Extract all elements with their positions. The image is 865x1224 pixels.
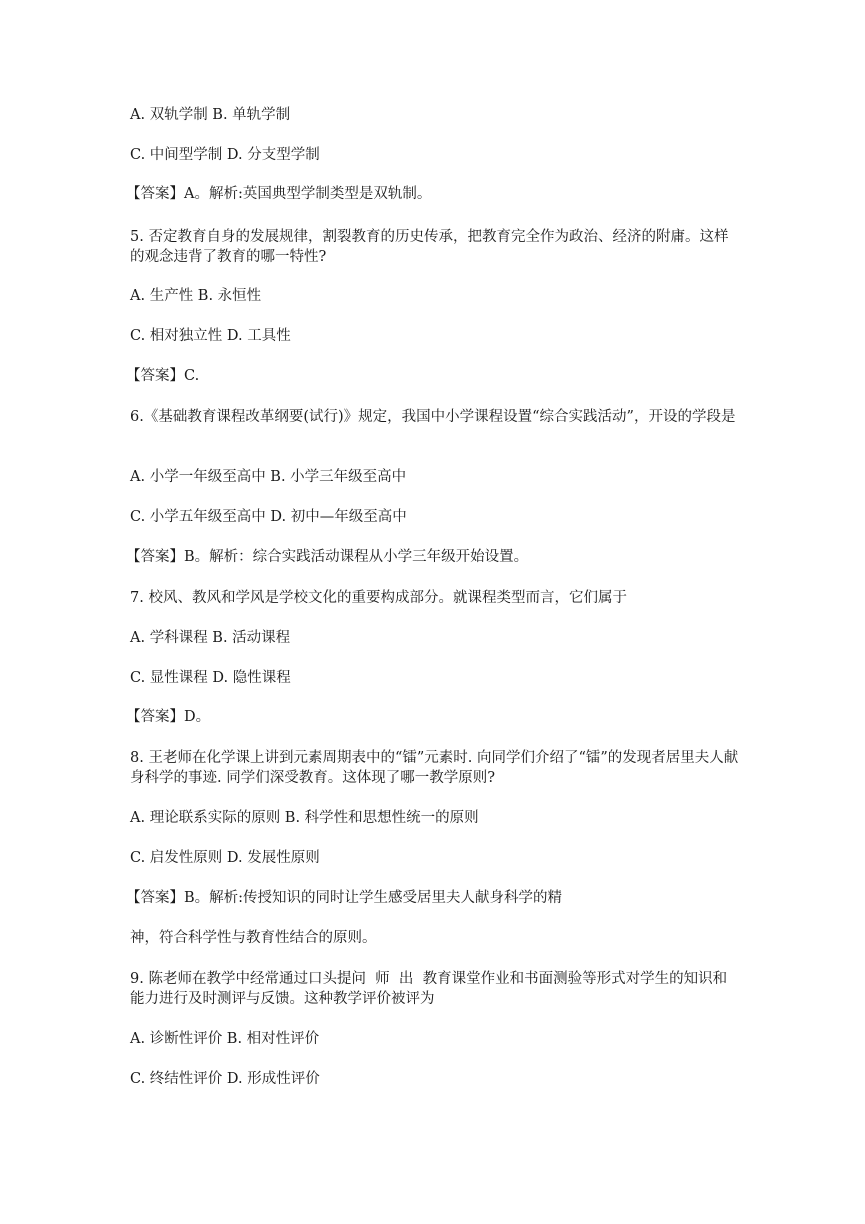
q8-answer-line2: 神，符合科学性与教育性结合的原则。 — [130, 930, 377, 946]
q5-options-cd: C. 相对独立性 D. 工具性 — [130, 328, 291, 344]
q9-options-ab: A. 诊断性评价 B. 相对性评价 — [130, 1031, 320, 1047]
q7-question: 7. 校风、教风和学风是学校文化的重要构成部分。就课程类型而言，它们属于 — [130, 590, 627, 606]
q7-options-ab: A. 学科课程 B. 活动课程 — [130, 630, 291, 646]
q8-question: 8. 王老师在化学课上讲到元素周期表中的“镭”元素时. 向同学们介绍了“镭”的发现者居里夫人献身科学的事迹. 同学们深受教育。这体现了哪一教学原则? — [130, 750, 739, 786]
q8-options-ab: A. 理论联系实际的原则 B. 科学性和思想性统一的原则 — [130, 810, 479, 826]
q8-answer-line1: 【答案】B。解析:传授知识的同时让学生感受居里夫人献身科学的精 — [126, 890, 563, 906]
q7-answer: 【答案】D。 — [126, 709, 211, 725]
q6-question: 6.《基础教育课程改革纲要(试行)》规定，我国中小学课程设置“综合实践活动”，开设的学段是 — [130, 409, 736, 425]
q7-options-cd: C. 显性课程 D. 隐性课程 — [130, 670, 291, 686]
q5-question: 5. 否定教育自身的发展规律，割裂教育的历史传承，把教育完全作为政治、经济的附庸。这样的观念违背了教育的哪一特性? — [130, 229, 729, 265]
q5-options-ab: A. 生产性 B. 永恒性 — [130, 288, 262, 304]
q6-answer: 【答案】B。解析：综合实践活动课程从小学三年级开始设置。 — [126, 549, 529, 565]
q6-options-cd: C. 小学五年级至高中 D. 初中—年级至高中 — [130, 509, 407, 525]
q8-options-cd: C. 启发性原则 D. 发展性原则 — [130, 850, 320, 866]
q4-answer: 【答案】A。解析:英国典型学制类型是双轨制。 — [126, 186, 432, 202]
q6-options-ab: A. 小学一年级至高中 B. 小学三年级至高中 — [130, 469, 407, 485]
q9-question: 9. 陈老师在教学中经常通过口头提问 师 出 教育课堂作业和书面测验等形式对学生的知识和能力进行及时测评与反馈。这种教学评价被评为 — [130, 971, 728, 1007]
q5-answer: 【答案】C. — [126, 368, 200, 384]
q4-options-cd: C. 中间型学制 D. 分支型学制 — [130, 147, 320, 163]
q9-options-cd: C. 终结性评价 D. 形成性评价 — [130, 1071, 320, 1087]
q4-options-ab: A. 双轨学制 B. 单轨学制 — [130, 107, 291, 123]
